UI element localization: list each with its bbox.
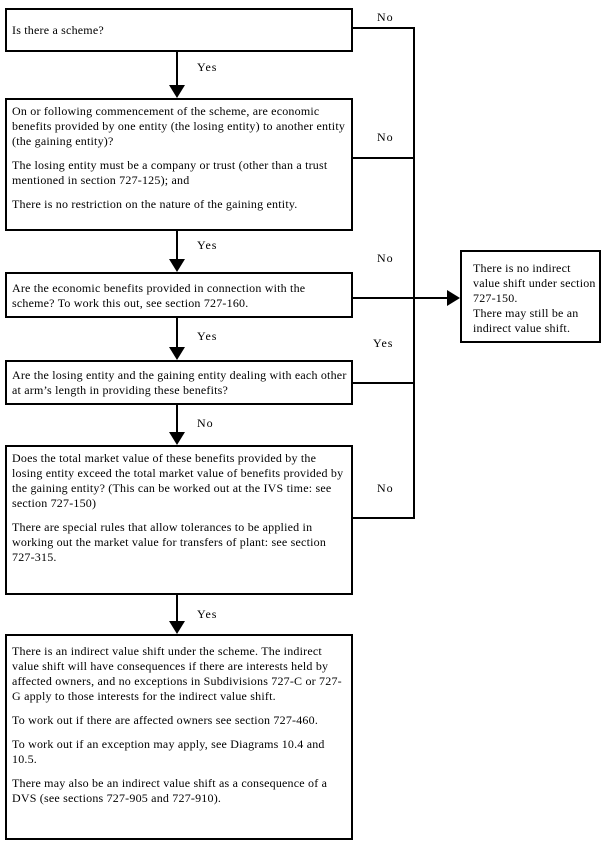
arrow-benefits-yes	[176, 231, 178, 259]
edge-label-connection-yes: Yes	[197, 329, 218, 343]
indirect-value-shift-note-1: To work out if there are affected owners see section 727-460.	[12, 713, 319, 727]
no-shift-line-1: There is no indirect value shift under section 727-150.	[473, 261, 596, 305]
edge-label-arms-length-yes: Yes	[373, 336, 394, 350]
connection-question: Are the economic benefits provided in connection with the scheme? To work this out, see section 727-160.	[12, 280, 306, 310]
edge-label-market-value-no: No	[377, 481, 394, 495]
outcome-box-no-shift	[460, 250, 601, 343]
no-shift-line-2: There may still be an indirect value shift.	[473, 306, 579, 335]
arrowhead-arms-length-no	[169, 432, 185, 445]
edge-label-arms-length-no: No	[197, 416, 214, 430]
connector-market-value-no	[353, 517, 415, 519]
edge-label-connection-no: No	[377, 251, 394, 265]
arrowhead-benefits-yes	[169, 259, 185, 272]
arrow-market-value-yes	[176, 595, 178, 621]
connector-scheme-no	[353, 27, 415, 29]
market-value-question: Does the total market value of these benefits provided by the losing entity exceed the total market value of benefits provided by the gaining entity? (This can be worked out at the IVS time: see section 727-150)	[12, 451, 344, 510]
decision-box-connection	[5, 272, 353, 318]
arrow-connection-yes	[176, 318, 178, 347]
arrow-scheme-yes	[176, 52, 178, 85]
arrowhead-market-value-yes	[169, 621, 185, 634]
arms-length-question: Are the losing entity and the gaining entity dealing with each other at arm’s length in providing these benefits?	[12, 368, 347, 397]
decision-box-arms-length	[5, 360, 353, 405]
edge-label-market-value-yes: Yes	[197, 607, 218, 621]
decision-box-scheme	[5, 8, 353, 52]
arrowhead-to-no-shift-box	[447, 290, 460, 306]
decision-box-scheme-text: Is there a scheme?	[12, 23, 104, 37]
economic-benefits-question: On or following commencement of the scheme, are economic benefits provided by one entity (the losing entity) to another entity (the gaining entity)?	[12, 104, 346, 148]
indirect-value-shift-note-3: There may also be an indirect value shift as a consequence of a DVS (see sections 727-905 and 727-910).	[12, 776, 328, 805]
market-value-note: There are special rules that allow tolerances to be applied in working out the market value for transfers of plant: see section 727-315.	[12, 520, 327, 564]
economic-benefits-note-1: The losing entity must be a company or trust (other than a trust mentioned in section 727-125); and	[12, 158, 328, 187]
connector-benefits-no	[353, 157, 415, 159]
connector-collector-vline	[413, 27, 415, 519]
edge-label-scheme-no: No	[377, 10, 394, 24]
arrow-arms-length-no	[176, 405, 178, 432]
economic-benefits-note-2: There is no restriction on the nature of the gaining entity.	[12, 197, 298, 211]
outcome-box-indirect-value-shift	[5, 634, 353, 840]
arrowhead-scheme-yes	[169, 85, 185, 98]
arrowhead-connection-yes	[169, 347, 185, 360]
edge-label-benefits-no: No	[377, 130, 394, 144]
connector-arms-length-yes	[353, 382, 415, 384]
edge-label-scheme-yes: Yes	[197, 60, 218, 74]
indirect-value-shift-statement: There is an indirect value shift under the scheme. The indirect value shift will have consequences if there are interests held by affected owners, and no exceptions in Subdivisions 727-C or 727-G apply to those interests for the indirect value shift.	[12, 644, 342, 703]
decision-box-market-value	[5, 445, 353, 595]
connector-connection-no	[353, 297, 448, 299]
decision-box-economic-benefits	[5, 98, 353, 231]
edge-label-benefits-yes: Yes	[197, 238, 218, 252]
indirect-value-shift-note-2: To work out if an exception may apply, see Diagrams 10.4 and 10.5.	[12, 737, 325, 766]
